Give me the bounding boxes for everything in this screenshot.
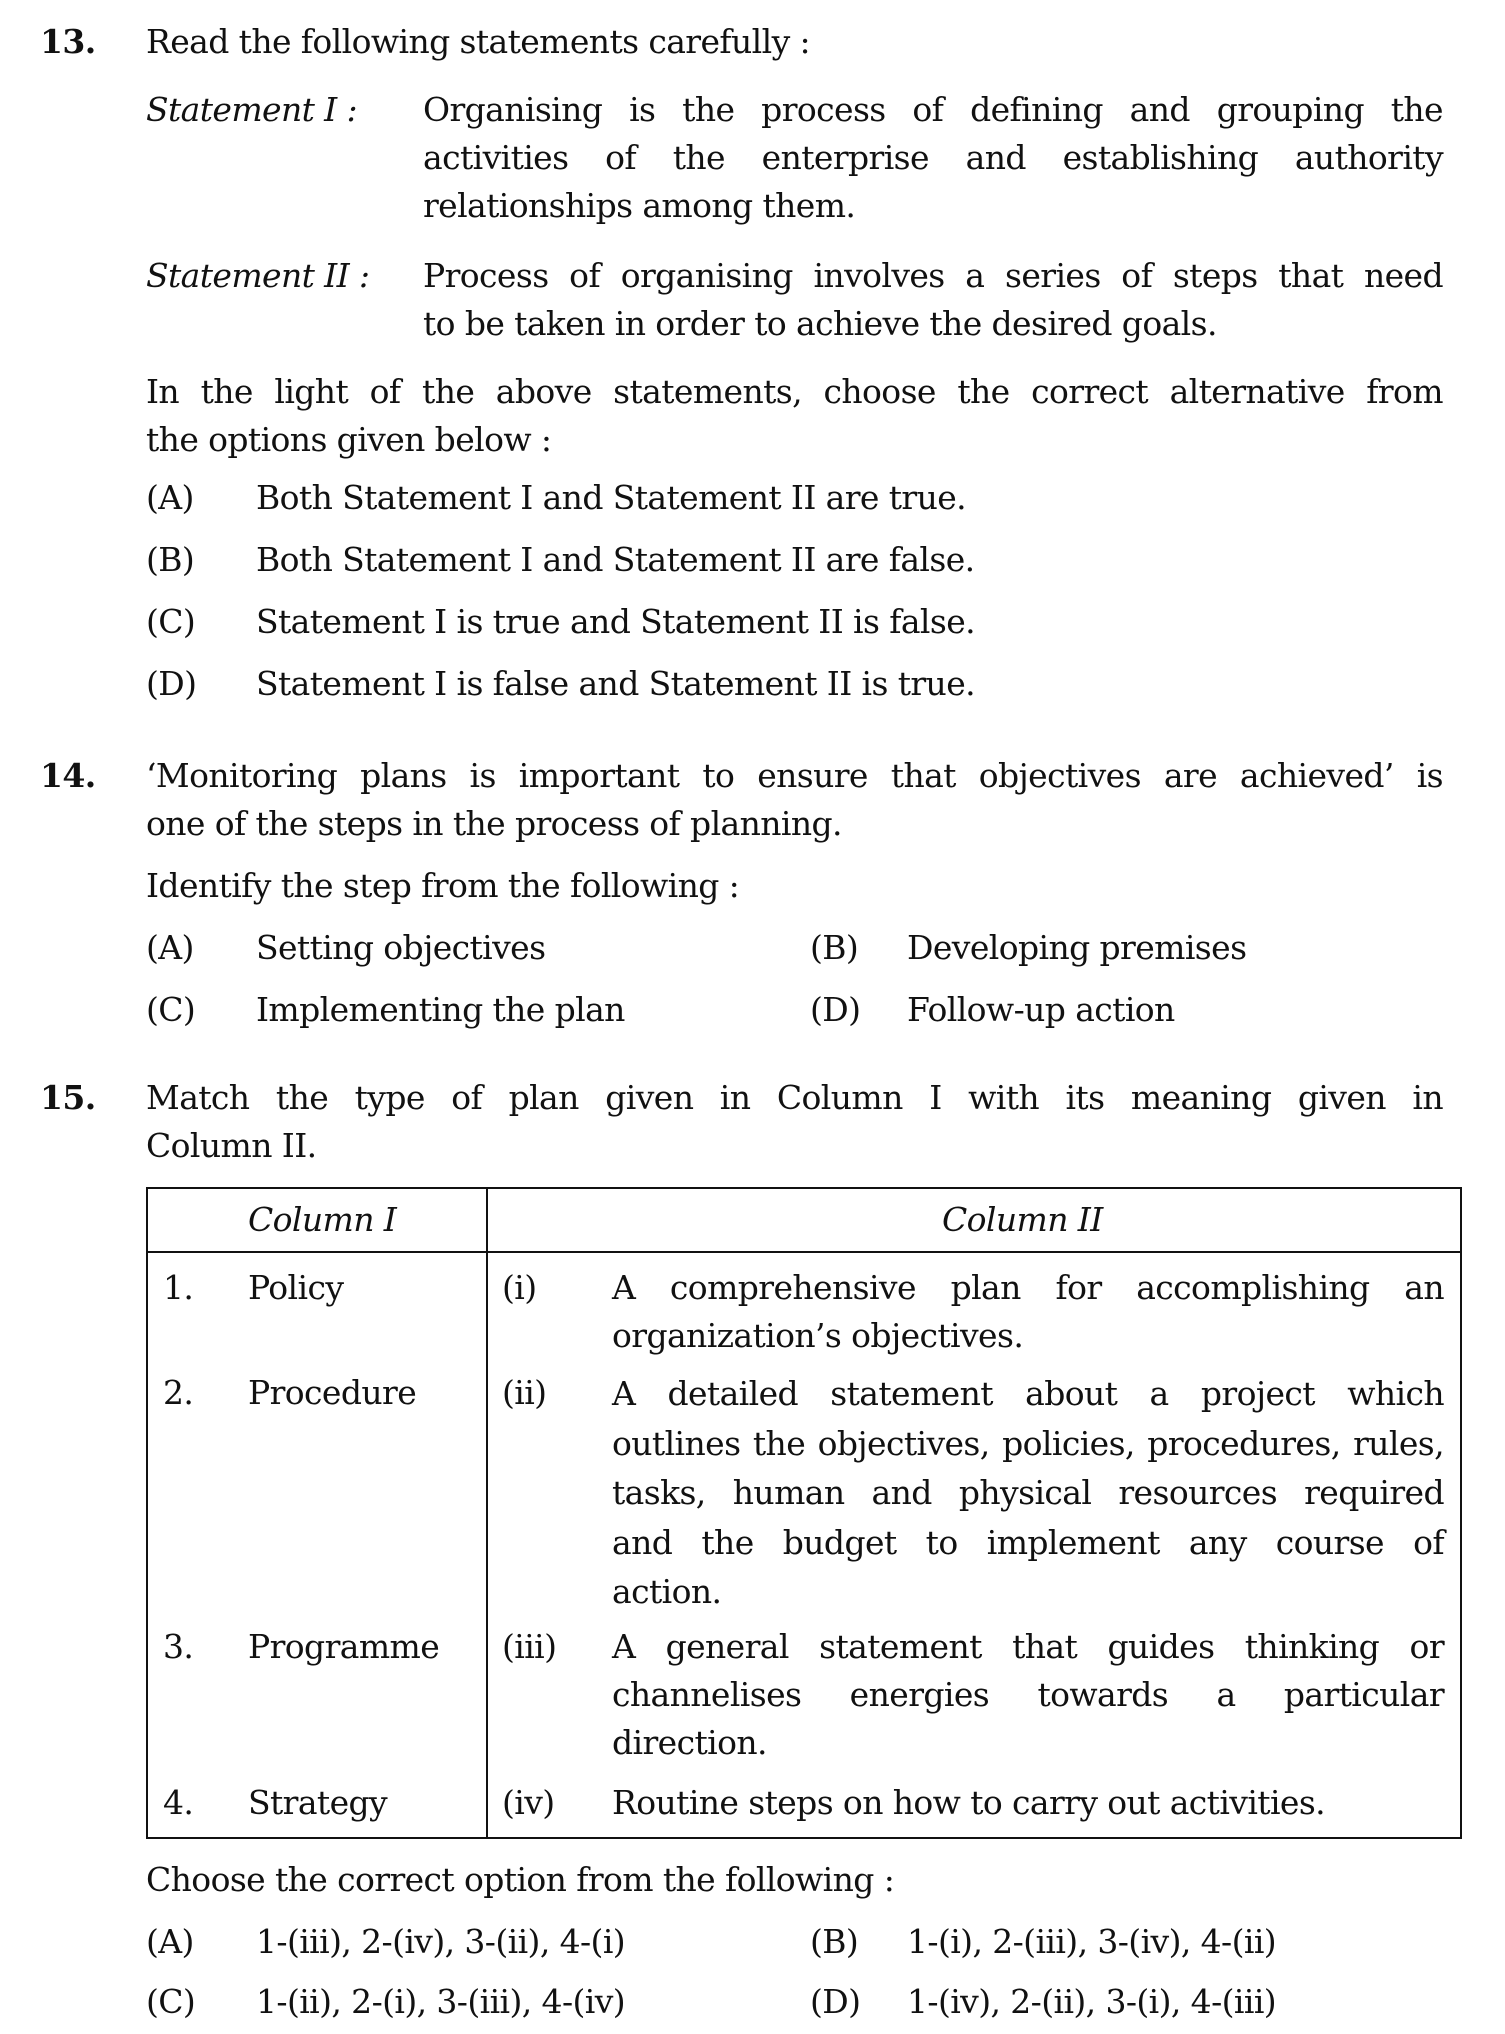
option-text: Follow-up action: [907, 990, 1175, 1029]
statement-1-label: Statement I :: [146, 90, 358, 129]
question-number: 13.: [40, 22, 96, 61]
option-letter: (A): [146, 1922, 194, 1961]
row-term: Procedure: [248, 1373, 417, 1412]
option-letter: (B): [810, 928, 859, 967]
row-meaning: A general statement that guides thinking or channelises energies towards a particular direction.: [612, 1627, 1444, 1762]
question-instruction: Choose the correct option from the following :: [146, 1860, 895, 1899]
statement-2-text: Process of organising involves a series of steps that need to be taken in order to achieve the desired goals.: [423, 256, 1443, 343]
table-bottom-border: [146, 1837, 1462, 1839]
option-text: Both Statement I and Statement II are true.: [256, 478, 967, 517]
table-top-border: [146, 1187, 1462, 1189]
option-letter: (D): [810, 1982, 861, 2021]
question-number: 15.: [40, 1078, 96, 1117]
option-letter: (C): [146, 990, 196, 1029]
option-letter: (A): [146, 478, 194, 517]
option-text: Both Statement I and Statement II are false.: [256, 540, 975, 579]
option-letter: (C): [146, 1982, 196, 2021]
row-roman: (iii): [502, 1627, 557, 1666]
statement-1-text: Organising is the process of defining and grouping the activities of the enterprise and establishing authority relationships among them.: [423, 90, 1443, 225]
table-left-border: [146, 1187, 148, 1839]
row-roman: (iv): [502, 1783, 555, 1822]
question-prompt: Read the following statements carefully :: [146, 22, 811, 61]
question-prompt: Match the type of plan given in Column I with its meaning given in Column II.: [146, 1078, 1443, 1165]
option-letter: (A): [146, 928, 194, 967]
row-meaning: A detailed statement about a project which outlines the objectives, policies, procedures, rules, tasks, human and physical resources required and the budget to implement any course of action.: [612, 1374, 1444, 1611]
option-text: Developing premises: [907, 928, 1247, 967]
option-text: Statement I is true and Statement II is false.: [256, 602, 976, 641]
row-term: Strategy: [248, 1783, 388, 1822]
option-letter: (B): [810, 1922, 859, 1961]
row-meaning: A comprehensive plan for accomplishing an organization’s objectives.: [612, 1268, 1444, 1355]
question-instruction: In the light of the above statements, choose the correct alternative from the options given below :: [146, 372, 1443, 459]
row-number: 4.: [163, 1783, 194, 1822]
option-text: 1-(iv), 2-(ii), 3-(i), 4-(iii): [907, 1982, 1277, 2021]
row-term: Programme: [248, 1627, 440, 1666]
row-term: Policy: [248, 1268, 344, 1307]
statement-2-label: Statement II :: [146, 256, 370, 295]
question-number: 14.: [40, 756, 96, 795]
option-letter: (D): [810, 990, 861, 1029]
option-text: 1-(ii), 2-(i), 3-(iii), 4-(iv): [256, 1982, 626, 2021]
row-roman: (i): [502, 1268, 537, 1307]
row-roman: (ii): [502, 1373, 547, 1412]
row-number: 1.: [163, 1268, 194, 1307]
row-meaning: Routine steps on how to carry out activities.: [612, 1783, 1326, 1822]
table-right-border: [1460, 1187, 1462, 1839]
row-number: 3.: [163, 1627, 194, 1666]
option-letter: (B): [146, 540, 195, 579]
option-text: Statement I is false and Statement II is true.: [256, 664, 976, 703]
option-text: Setting objectives: [256, 928, 546, 967]
question-instruction: Identify the step from the following :: [146, 866, 740, 905]
option-letter: (D): [146, 664, 197, 703]
option-text: 1-(iii), 2-(iv), 3-(ii), 4-(i): [256, 1922, 626, 1961]
table-column-divider: [486, 1187, 488, 1839]
row-number: 2.: [163, 1373, 194, 1412]
column-1-header: Column I: [248, 1200, 397, 1239]
option-text: Implementing the plan: [256, 990, 625, 1029]
column-2-header: Column II: [942, 1200, 1103, 1239]
table-header-border: [146, 1251, 1462, 1253]
question-prompt: ‘Monitoring plans is important to ensure that objectives are achieved’ is one of the steps in the process of planning.: [146, 756, 1443, 843]
option-text: 1-(i), 2-(iii), 3-(iv), 4-(ii): [907, 1922, 1277, 1961]
option-letter: (C): [146, 602, 196, 641]
